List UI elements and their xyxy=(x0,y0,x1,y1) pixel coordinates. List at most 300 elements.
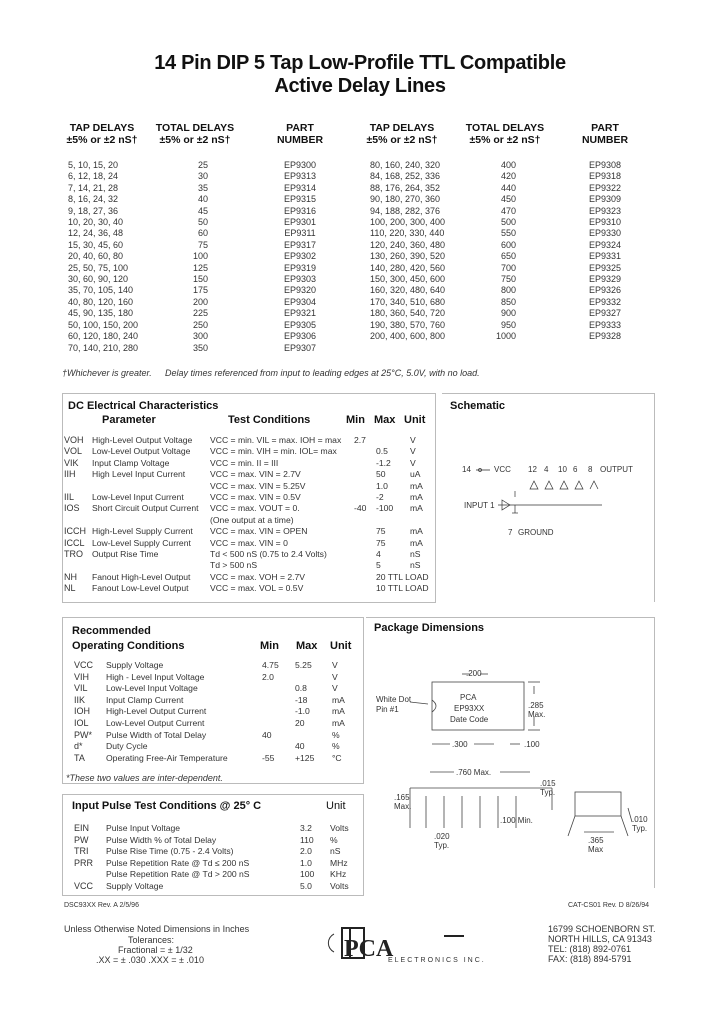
delay-cell: 200, 400, 600, 800 xyxy=(370,331,446,342)
delay-cell: 150, 300, 450, 600 xyxy=(370,274,446,285)
delay-cell: 800 xyxy=(500,285,516,296)
delay-cell: 170, 340, 510, 680 xyxy=(370,296,446,307)
dc-symbol: ICCH xyxy=(64,526,86,537)
delay-cell: 150 xyxy=(192,274,208,285)
delay-cell: 180, 360, 540, 720 xyxy=(370,308,446,319)
dim-285-max: Max. xyxy=(528,710,546,719)
rec-unit: % xyxy=(332,741,340,752)
delay-cell: EP9331 xyxy=(588,251,622,262)
pulse-value: 2.0 xyxy=(300,846,312,857)
tolerance-line3: Fractional = ± 1/32 xyxy=(118,945,193,955)
delay-cell: 250 xyxy=(192,319,208,330)
dim-010-typ: Typ. xyxy=(632,824,648,833)
part-number-column-right xyxy=(575,160,635,343)
pulse-symbol: PW xyxy=(74,834,89,845)
delay-cell: 950 xyxy=(500,319,516,330)
delay-cell: 20, 40, 60, 80 xyxy=(68,251,124,262)
dc-max: -100 xyxy=(376,503,394,514)
tolerance-line4: .XX = ± .030 .XXX = ± .010 xyxy=(96,955,204,965)
delay-cell: 350 xyxy=(192,342,208,353)
rec-min: 4.75 xyxy=(262,660,279,670)
dc-max: 4 xyxy=(376,549,381,559)
recommended-title: Recommended xyxy=(72,625,151,637)
pulse-unit: Volts xyxy=(330,823,349,833)
delay-cell: 40 xyxy=(197,194,208,205)
page-subtitle: Active Delay Lines xyxy=(274,75,446,97)
table-row xyxy=(0,858,720,869)
tolerance-line1: Unless Otherwise Noted Dimensions in Inches xyxy=(64,924,250,934)
dc-test-condition: VCC = max. VIN = 2.7V xyxy=(210,469,301,480)
delay-cell: EP9317 xyxy=(283,239,317,250)
delay-cell: EP9318 xyxy=(588,171,622,182)
delay-cell: 6, 12, 18, 24 xyxy=(68,171,119,182)
dc-test-condition: Td < 500 nS (0.75 to 2.4 Volts) xyxy=(210,549,327,559)
delay-cell: 440 xyxy=(500,182,516,193)
dc-test-condition: VCC = max. VOUT = 0. xyxy=(210,503,300,514)
delay-cell: 750 xyxy=(500,274,516,285)
rec-unit: mA xyxy=(332,694,345,705)
delay-cell: EP9315 xyxy=(283,194,317,205)
delay-cell: 35, 70, 105, 140 xyxy=(68,285,134,296)
delay-cell: 25 xyxy=(197,160,208,170)
recommended-header-min: Min xyxy=(260,640,279,652)
rec-parameter: Low-Level Input Voltage xyxy=(106,683,198,694)
dc-max: 20 TTL LOAD xyxy=(376,571,429,582)
delay-cell: EP9310 xyxy=(588,217,622,228)
rec-symbol: PW* xyxy=(74,729,92,740)
delay-cell: 30, 60, 90, 120 xyxy=(68,274,129,285)
dim-100: .100 xyxy=(524,740,540,749)
rec-min: -55 xyxy=(262,752,275,763)
delay-cell: 15, 30, 45, 60 xyxy=(68,239,124,250)
rec-symbol: IOL xyxy=(74,718,89,728)
delay-cell: 35 xyxy=(197,182,208,193)
dc-symbol: TRO xyxy=(64,549,83,559)
dc-header-unit: Unit xyxy=(404,414,426,426)
rec-unit: V xyxy=(332,671,338,682)
pulse-symbol: EIN xyxy=(74,823,90,833)
recommended-header-max: Max xyxy=(296,640,318,652)
pulse-parameter: Pulse Repetition Rate @ Td ≤ 200 nS xyxy=(106,857,250,868)
white-dot-label: White Dot xyxy=(376,695,412,704)
footnote-whichever: †Whichever is greater. xyxy=(62,368,152,378)
rec-unit: V xyxy=(332,683,338,694)
footnote-delay: Delay times referenced from input to leading edges at 25°C, 5.0V, with no load. xyxy=(165,368,480,378)
pulse-value: 3.2 xyxy=(300,823,312,833)
tap-delays-column-right xyxy=(370,160,460,343)
delay-cell: 420 xyxy=(500,171,516,182)
delay-cell: 75 xyxy=(197,239,208,250)
dc-parameter: High-Level Output Voltage xyxy=(92,435,193,445)
dim-165-max: Max. xyxy=(394,802,412,811)
table-row xyxy=(0,881,720,892)
dim-100-min: .100 Min. xyxy=(500,816,533,825)
dc-test-condition: VCC = max. VOL = 0.5V xyxy=(210,583,304,594)
dc-parameter: Low-Level Supply Current xyxy=(92,537,191,548)
dim-020-typ: Typ. xyxy=(434,841,450,850)
delay-cell: 600 xyxy=(500,239,516,250)
delay-cell: 550 xyxy=(500,228,516,239)
delay-cell: 50 xyxy=(197,217,208,228)
dc-header-min: Min xyxy=(346,414,365,426)
rec-max: 40 xyxy=(295,741,305,752)
page-title: 14 Pin DIP 5 Tap Low-Profile TTL Compatible xyxy=(154,52,566,74)
rec-parameter: High-Level Output Current xyxy=(106,706,207,717)
delay-cell: 8, 16, 24, 32 xyxy=(68,194,119,205)
dc-symbol: IOS xyxy=(64,503,80,514)
delay-cell: EP9320 xyxy=(283,285,317,296)
dc-parameter: Low-Level Input Current xyxy=(92,492,184,502)
rec-parameter: Input Clamp Current xyxy=(106,694,184,705)
delay-cell: 470 xyxy=(500,205,516,216)
pulse-unit: Volts xyxy=(330,881,349,891)
delay-cell: 100 xyxy=(192,251,208,262)
delay-cell: 30 xyxy=(197,171,208,182)
dim-365: .365 xyxy=(588,836,604,845)
rec-symbol: TA xyxy=(74,752,85,763)
delay-cell: 5, 10, 15, 20 xyxy=(68,160,119,170)
package-date-code: Date Code xyxy=(450,715,489,724)
delay-cell: 450 xyxy=(500,194,516,205)
delay-cell: EP9329 xyxy=(588,274,622,285)
delay-cell: 400 xyxy=(500,160,516,170)
part-number-header: PART NUMBER xyxy=(276,122,324,146)
rec-min: 2.0 xyxy=(262,671,274,682)
dc-max: -2 xyxy=(376,492,384,502)
delay-cell: 130, 260, 390, 520 xyxy=(370,251,446,262)
schematic-ground: GROUND xyxy=(518,528,554,537)
dc-header-parameter: Parameter xyxy=(102,414,156,426)
delay-cell: EP9327 xyxy=(588,308,622,319)
table-row xyxy=(0,846,720,857)
delay-cell: EP9308 xyxy=(588,160,622,170)
schematic-output: OUTPUT xyxy=(600,465,633,474)
dc-unit: V xyxy=(410,435,416,445)
dc-symbol: VOL xyxy=(64,446,83,457)
rec-symbol: d* xyxy=(74,741,83,752)
total-delays-header: TOTAL DELAYS ±5% or ±2 nS† xyxy=(155,122,235,146)
table-row xyxy=(0,869,720,880)
pulse-value: 110 xyxy=(300,834,314,845)
dc-parameter: Short Circuit Output Current xyxy=(92,503,199,514)
pulse-symbol: VCC xyxy=(74,881,94,891)
rec-unit: % xyxy=(332,729,340,740)
delay-cell: EP9323 xyxy=(588,205,622,216)
dim-285: .285 xyxy=(528,701,544,710)
schematic-pin12: 12 xyxy=(528,465,537,474)
delay-cell: 84, 168, 252, 336 xyxy=(370,171,441,182)
delay-cell: 160, 320, 480, 640 xyxy=(370,285,446,296)
delay-cell: 140, 280, 420, 560 xyxy=(370,262,446,273)
dc-max: 10 TTL LOAD xyxy=(376,583,429,594)
delay-cell: 850 xyxy=(500,296,516,307)
delay-cell: 12, 24, 36, 48 xyxy=(68,228,124,239)
rec-parameter: Duty Cycle xyxy=(106,741,148,752)
pulse-value: 100 xyxy=(300,869,315,880)
delay-cell: 650 xyxy=(500,251,516,262)
package-pca: PCA xyxy=(460,693,477,702)
delay-cell: 225 xyxy=(192,308,208,319)
delay-cell: 110, 220, 330, 440 xyxy=(370,228,445,239)
delay-cell: 88, 176, 264, 352 xyxy=(370,182,441,193)
delay-cell: 300 xyxy=(192,331,208,342)
delay-cell: EP9321 xyxy=(283,308,317,319)
dc-unit: mA xyxy=(410,526,423,537)
delay-cell: EP9307 xyxy=(283,342,317,353)
schematic-pin14: 14 xyxy=(462,465,471,474)
delay-cell: 45 xyxy=(197,205,208,216)
dc-max: 0.5 xyxy=(376,446,388,457)
schematic-pin6: 6 xyxy=(573,465,578,474)
tap-delays-column xyxy=(68,160,158,354)
dc-max: 5 xyxy=(376,560,381,571)
dc-symbol: VOH xyxy=(64,435,84,445)
dc-parameter: High Level Input Current xyxy=(92,469,186,480)
delay-cell: 60 xyxy=(197,228,208,239)
rec-symbol: VIL xyxy=(74,683,88,694)
dc-unit: nS xyxy=(410,549,421,559)
delay-cell: 90, 180, 270, 360 xyxy=(370,194,441,205)
delay-cell: EP9319 xyxy=(283,262,317,273)
dc-header-max: Max xyxy=(374,414,396,426)
doc-right: CAT-CS01 Rev. D 8/26/94 xyxy=(568,902,650,909)
dc-unit: mA xyxy=(410,503,423,514)
dc-test-condition: Td > 500 nS xyxy=(210,560,258,571)
pulse-unit: % xyxy=(330,834,338,845)
dc-symbol: ICCL xyxy=(64,537,85,548)
pulse-value: 1.0 xyxy=(300,857,312,868)
delay-cell: 1000 xyxy=(495,331,516,342)
rec-max: +125 xyxy=(295,752,315,763)
dc-symbol: IIL xyxy=(64,492,75,502)
pulse-unit-header: Unit xyxy=(326,800,346,812)
pulse-value: 5.0 xyxy=(300,881,312,891)
delay-cell: EP9301 xyxy=(283,217,317,228)
dc-symbol: NH xyxy=(64,571,77,582)
rec-min: 40 xyxy=(262,729,272,740)
dc-test-condition: (One output at a time) xyxy=(210,514,294,525)
table-row xyxy=(0,823,720,834)
dc-test-condition: VCC = max. VIN = 0 xyxy=(210,537,288,548)
tel-line: TEL: (818) 892-0761 xyxy=(548,944,632,954)
dc-test-condition: VCC = min. VIL = max. IOH = max xyxy=(210,435,342,445)
dc-parameter: Input Clamp Voltage xyxy=(92,457,170,468)
dc-max: 75 xyxy=(376,537,386,548)
dc-test-condition: VCC = max. VIN = 5.25V xyxy=(210,480,306,491)
rec-symbol: IOH xyxy=(74,706,91,717)
rec-unit: °C xyxy=(332,752,342,763)
pulse-unit: nS xyxy=(330,846,341,857)
delay-cell: EP9306 xyxy=(283,331,317,342)
delay-cell: 100, 200, 300, 400 xyxy=(370,217,446,228)
rec-max: -1.0 xyxy=(295,706,310,717)
delay-cell: EP9322 xyxy=(588,182,622,193)
delay-cell: EP9328 xyxy=(588,331,622,342)
schematic-pin10: 10 xyxy=(558,465,567,474)
delay-cell: EP9330 xyxy=(588,228,622,239)
dc-max: 50 xyxy=(376,469,386,480)
rec-max: 0.8 xyxy=(295,683,307,694)
schematic-pin8: 8 xyxy=(588,465,593,474)
dc-test-condition: VCC = max. VIN = 0.5V xyxy=(210,492,301,502)
package-title: Package Dimensions xyxy=(374,622,485,634)
delay-cell: EP9303 xyxy=(283,274,317,285)
total-delays-column xyxy=(160,160,208,354)
delay-cell: EP9311 xyxy=(284,228,316,239)
total-delays-column-right xyxy=(470,160,516,343)
delay-cell: EP9325 xyxy=(588,262,622,273)
delay-cell: 70, 140, 210, 280 xyxy=(68,342,139,353)
pulse-unit: MHz xyxy=(330,857,348,868)
doc-left: DSC93XX Rev. A 2/5/96 xyxy=(64,902,139,909)
tap-delays-header: TAP DELAYS ±5% or ±2 nS† xyxy=(66,122,138,146)
dc-symbol: NL xyxy=(64,583,76,594)
schematic-vcc: VCC xyxy=(494,465,511,474)
dc-symbol: IIH xyxy=(64,469,76,480)
dim-760: .760 Max. xyxy=(456,768,492,777)
pulse-parameter: Pulse Width % of Total Delay xyxy=(106,834,217,845)
part-number-column xyxy=(270,160,330,354)
schematic-ground-pin: 7 xyxy=(508,528,513,537)
dc-title: DC Electrical Characteristics xyxy=(68,400,219,412)
dc-parameter: Low-Level Output Voltage xyxy=(92,446,191,457)
delay-cell: EP9314 xyxy=(283,182,317,193)
recommended-footnote: *These two values are inter-dependent. xyxy=(66,773,223,783)
fax-line: FAX: (818) 894-5791 xyxy=(548,954,632,964)
schematic-diagram xyxy=(450,455,650,545)
dim-015: .015 xyxy=(540,779,556,788)
total-delays-header-right: TOTAL DELAYS ±5% or ±2 nS† xyxy=(465,122,545,146)
dc-unit: nS xyxy=(410,560,421,571)
pulse-unit: KHz xyxy=(330,869,347,880)
delay-cell: EP9326 xyxy=(588,285,622,296)
pulse-parameter: Pulse Repetition Rate @ Td > 200 nS xyxy=(106,869,250,880)
logo-text: PCA xyxy=(344,936,394,962)
pulse-parameter: Pulse Rise Time (0.75 - 2.4 Volts) xyxy=(106,846,234,857)
dc-max: -1.2 xyxy=(376,457,391,468)
dim-200: .200 xyxy=(466,669,482,678)
pulse-symbol: TRI xyxy=(74,846,89,857)
part-number-header-right: PART NUMBER xyxy=(581,122,629,146)
dc-min: -40 xyxy=(354,503,367,514)
dc-min: 2.7 xyxy=(354,435,366,445)
dc-max: 75 xyxy=(376,526,386,537)
recommended-subtitle: Operating Conditions xyxy=(72,640,185,652)
delay-cell: 60, 120, 180, 240 xyxy=(68,331,139,342)
delay-cell: EP9309 xyxy=(588,194,622,205)
dc-test-condition: VCC = max. VOH = 2.7V xyxy=(210,571,306,582)
schematic-input: INPUT 1 xyxy=(464,501,495,510)
delay-cell: 45, 90, 135, 180 xyxy=(68,308,134,319)
pin1-label: Pin #1 xyxy=(376,705,399,714)
delay-cell: EP9316 xyxy=(283,205,317,216)
dim-015-typ: Typ. xyxy=(540,788,556,797)
address-line1: 16799 SCHOENBORN ST. xyxy=(548,924,656,934)
delay-cell: EP9313 xyxy=(283,171,317,182)
delay-cell: EP9333 xyxy=(588,319,622,330)
pulse-title: Input Pulse Test Conditions @ 25° C xyxy=(72,800,262,812)
delay-cell: EP9324 xyxy=(588,239,622,250)
rec-unit: mA xyxy=(332,718,345,728)
delay-cell: 94, 188, 282, 376 xyxy=(370,205,441,216)
pulse-parameter: Supply Voltage xyxy=(106,881,164,891)
dc-symbol: VIK xyxy=(64,457,79,468)
dim-010: .010 xyxy=(632,815,648,824)
delay-cell: 190, 380, 570, 760 xyxy=(370,319,446,330)
tolerance-line2: Tolerances: xyxy=(128,935,175,945)
schematic-title: Schematic xyxy=(450,400,506,412)
delay-cell: 125 xyxy=(192,262,208,273)
schematic-pin4: 4 xyxy=(544,465,549,474)
rec-max: 20 xyxy=(295,718,305,728)
dc-parameter: Output Rise Time xyxy=(92,549,159,559)
delay-cell: 500 xyxy=(500,217,516,228)
rec-parameter: High - Level Input Voltage xyxy=(106,671,205,682)
dim-165: .165 xyxy=(394,793,410,802)
rec-unit: mA xyxy=(332,706,345,717)
dc-unit: V xyxy=(410,457,416,468)
package-part: EP93XX xyxy=(454,704,485,713)
dc-unit: mA xyxy=(410,537,423,548)
dim-020: .020 xyxy=(434,832,450,841)
rec-symbol: IIK xyxy=(74,694,86,705)
delay-cell: 40, 80, 120, 160 xyxy=(68,296,134,307)
dc-unit: mA xyxy=(410,492,423,502)
delay-cell: 10, 20, 30, 40 xyxy=(68,217,124,228)
dc-test-condition: VCC = min. II = III xyxy=(210,457,279,468)
delay-cell: EP9300 xyxy=(283,160,317,170)
pulse-parameter: Pulse Input Voltage xyxy=(106,823,181,833)
delay-cell: 700 xyxy=(500,262,516,273)
delay-cell: 200 xyxy=(192,296,208,307)
rec-parameter: Low-Level Output Current xyxy=(106,718,205,728)
dc-unit: mA xyxy=(410,480,423,491)
dc-max: 1.0 xyxy=(376,480,388,491)
rec-symbol: VIH xyxy=(74,671,90,682)
logo-subtext: ELECTRONICS INC. xyxy=(388,957,486,964)
delay-cell: 9, 18, 27, 36 xyxy=(68,205,119,216)
delay-cell: 120, 240, 360, 480 xyxy=(370,239,446,250)
dim-365-max: Max xyxy=(588,845,604,854)
rec-max: -18 xyxy=(295,694,308,705)
rec-parameter: Pulse Width of Total Delay xyxy=(106,729,207,740)
dc-parameter: Fanout Low-Level Output xyxy=(92,583,189,594)
dc-parameter: High-Level Supply Current xyxy=(92,526,193,537)
delay-cell: EP9332 xyxy=(588,296,622,307)
delay-cell: 7, 14, 21, 28 xyxy=(68,182,119,193)
delay-cell: 50, 100, 150, 200 xyxy=(68,319,139,330)
dim-300: .300 xyxy=(452,740,468,749)
delay-cell: EP9302 xyxy=(283,251,317,262)
delay-cell: 900 xyxy=(500,308,516,319)
recommended-header-unit: Unit xyxy=(330,640,352,652)
table-row xyxy=(0,835,720,846)
rec-unit: V xyxy=(332,660,338,670)
delay-cell: 25, 50, 75, 100 xyxy=(68,262,129,273)
dc-test-condition: VCC = max. VIN = OPEN xyxy=(210,526,308,537)
rec-max: 5.25 xyxy=(295,660,312,670)
address-line2: NORTH HILLS, CA 91343 xyxy=(548,934,652,944)
tap-delays-header-right: TAP DELAYS ±5% or ±2 nS† xyxy=(366,122,438,146)
delay-cell: 80, 160, 240, 320 xyxy=(370,160,441,170)
dc-parameter: Fanout High-Level Output xyxy=(92,571,191,582)
dc-unit: uA xyxy=(410,469,421,480)
pca-logo xyxy=(320,920,486,966)
dc-test-condition: VCC = min. VIH = min. IOL= max xyxy=(210,446,337,457)
delay-cell: 175 xyxy=(192,285,208,296)
delay-cell: EP9305 xyxy=(283,319,317,330)
rec-parameter: Operating Free-Air Temperature xyxy=(106,752,228,763)
